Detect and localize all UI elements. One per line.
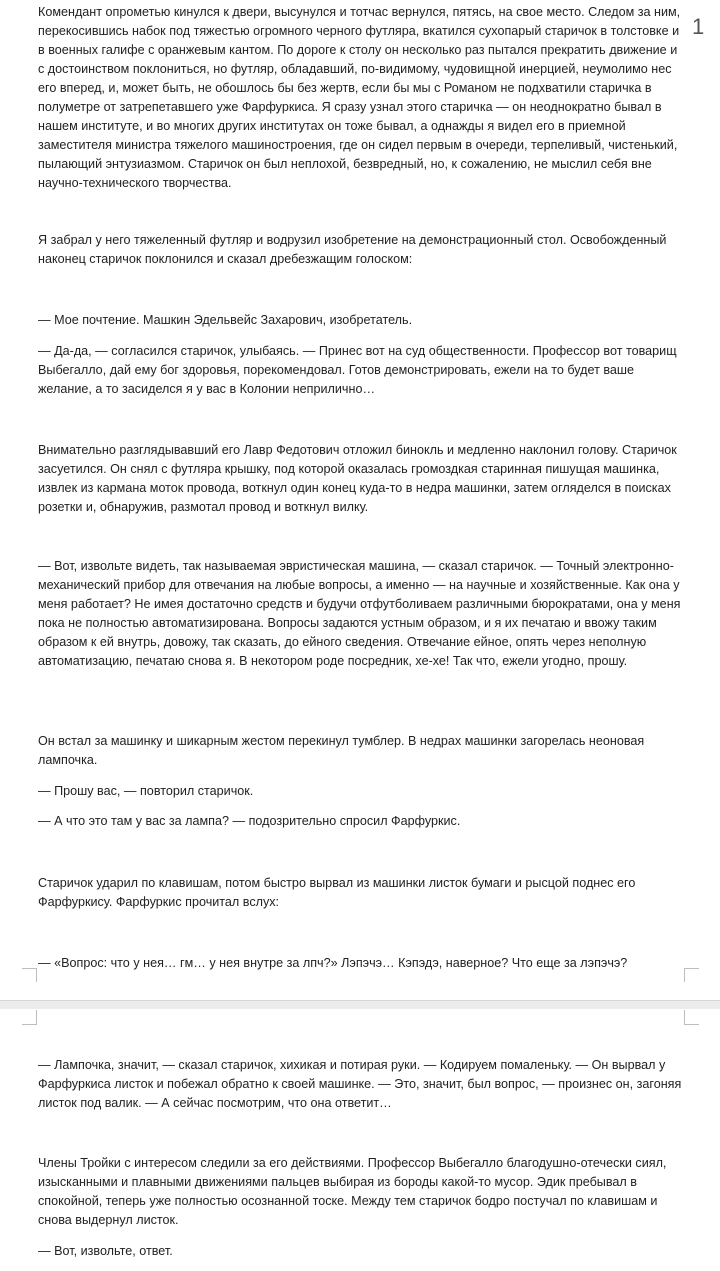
paragraph-8: — Прошу вас, — повторил старичок. [38,784,254,798]
page-corner-mark [22,1010,37,1025]
paragraph-5: Внимательно разглядывавший его Лавр Федотович отложил бинокль и медленно наклонил голову. Старичок засуетился. Он снял с футляра крышку, под которой оказалась громоздкая старинная пишущая машинка, извлек из кармана моток провода, воткнул один конец куда-то в недра машинки, затем огляделся в поисках розетки и, обнаружив, размотал провод и воткнул вилку. [38,443,677,514]
paragraph-6: — Вот, извольте видеть, так называемая эвристическая машина, — сказал старичок. — Точный электронно-механический прибор для отвечания на любые вопросы, а именно — на научные и хозяйственные. Как она у меня работает? Не имея достаточно средств и будучи отфутболиваем различными бюрократами, она у меня пока не полностью автоматизирована. Вопросы задаются устным образом, и я их печатаю и ввожу таким образом к ей внутрь, довожу, так сказать, до ейного сведения. Отвечание ейное, опять через неполную автоматизацию, печатаю снова я. В некотором роде посредник, хе-хе! Так что, ежели угодно, прошу. [38,559,681,668]
paragraph-14: — Вот, извольте, ответ. [38,1244,173,1258]
paragraph-3: — Мое почтение. Машкин Эдельвейс Захарович, изобретатель. [38,313,413,327]
document-page-2 [0,1010,720,1271]
paragraph-10: Старичок ударил по клавишам, потом быстро вырвал из машинки листок бумаги и рысцой поднес его Фарфуркису. Фарфуркис прочитал вслух: [38,876,636,909]
paragraph-2: Я забрал у него тяжеленный футляр и водрузил изобретение на демонстрационный стол. Освобожденный наконец старичок поклонился и сказал дребезжащим голоском: [38,233,667,266]
page-separator [0,1001,720,1009]
page-corner-mark [684,1010,699,1025]
paragraph-9: — А что это там у вас за лампа? — подозрительно спросил Фарфуркис. [38,814,461,828]
paragraph-13: Члены Тройки с интересом следили за его действиями. Профессор Выбегалло благодушно-отечески сиял, изысканными и плавными движениями пальцев выбирая из бороды какой-то мусор. Эдик пребывал в спокойной, теперь уже полностью осознанной тоске. Между тем старичок бодро постучал по клавишам и снова выдернул листок. [38,1156,667,1227]
paragraph-11: — «Вопрос: что у нея… гм… у нея внутре за лпч?» Лэпэчэ… Кэпэдэ, наверное? Что еще за лэпэчэ? [38,956,628,970]
paragraph-4: — Да-да, — согласился старичок, улыбаясь. — Принес вот на суд общественности. Профессор вот товарищ Выбегалло, дай ему бог здоровья, порекомендовал. Готов демонстрировать, ежели на то будет ваше желание, а то засиделся я у вас в Колонии неприлично… [38,344,677,396]
page-number: 1 [692,14,705,39]
page-corner-mark [22,968,37,982]
page-corner-mark [684,968,699,982]
paragraph-7: Он встал за машинку и шикарным жестом перекинул тумблер. В недрах машинки загорелась неоновая лампочка. [38,734,645,767]
paragraph-1: Комендант опрометью кинулся к двери, высунулся и тотчас вернулся, пятясь, на свое место. Следом за ним, перекосившись набок под тяжестью огромного черного футляра, вкатился сухопарый старичок в толстовке и в военных галифе с оранжевым кантом. По дороге к столу он несколько раз пытался прекратить движение и с достоинством поклониться, но футляр, обладавший, по-видимому, чудовищной инерцией, неумолимо нес его вперед, и, может быть, не обошлось бы без жертв, если бы мы с Романом не подхватили старичка в полуметре от затрепетавшего уже Фарфуркиса. Я сразу узнал этого старичка — он неоднократно бывал в нашем институте, и во многих других институтах он тоже бывал, а однажды я видел его в приемной заместителя министра тяжелого машиностроения, где он сидел первым в очереди, терпеливый, чистенький, пылающий энтузиазмом. Старичок он был неплохой, безвредный, но, к сожалению, не мыслил себя вне научно-технического творчества. [38,5,681,190]
paragraph-12: — Лампочка, значит, — сказал старичок, хихикая и потирая руки. — Кодируем помаленьку. — Он вырвал у Фарфуркиса листок и побежал обратно к своей машинке. — Это, значит, был вопрос, — произнес он, загоняя листок под валик. — А сейчас посмотрим, что она ответит… [38,1058,682,1110]
